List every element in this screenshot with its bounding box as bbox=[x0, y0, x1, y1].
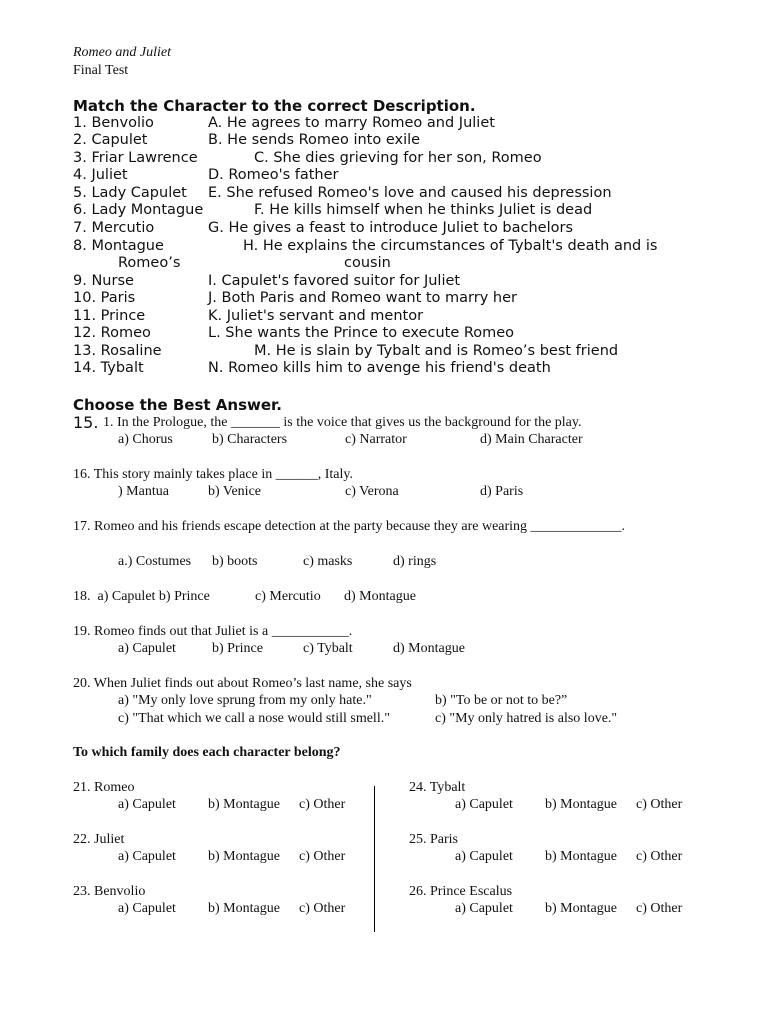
match-character: 13. Rosaline bbox=[73, 343, 162, 359]
answer-option: c) Other bbox=[299, 901, 346, 916]
answer-option: c) Other bbox=[636, 901, 683, 916]
answer-option: c) "That which we call a nose would still smell." bbox=[118, 711, 390, 726]
answer-option: a) Capulet bbox=[118, 849, 176, 864]
question-text: 16. This story mainly takes place in ______, Italy. bbox=[73, 467, 353, 482]
answer-option: b) boots bbox=[212, 554, 258, 569]
answer-option: d) Main Character bbox=[480, 432, 583, 447]
answer-option: d) Montague bbox=[393, 641, 465, 656]
match-character: 7. Mercutio bbox=[73, 220, 155, 236]
answer-option: b) Montague bbox=[545, 901, 617, 916]
match-character: 11. Prince bbox=[73, 308, 146, 324]
match-description-wrap: cousin bbox=[344, 255, 391, 271]
question-number: 15. bbox=[73, 413, 99, 432]
answer-option: a) Capulet bbox=[455, 797, 513, 812]
answer-option: b) Montague bbox=[208, 849, 280, 864]
match-description: B. He sends Romeo into exile bbox=[208, 132, 421, 148]
match-description: M. He is slain by Tybalt and is Romeo’s best friend bbox=[254, 343, 619, 359]
answer-option: b) Characters bbox=[212, 432, 288, 447]
question-text: 18. a) Capulet b) Prince bbox=[73, 589, 210, 604]
column-divider bbox=[374, 786, 375, 932]
match-description: F. He kills himself when he thinks Juliet is dead bbox=[254, 202, 593, 218]
answer-option: c) Other bbox=[636, 849, 683, 864]
question-text: 20. When Juliet finds out about Romeo’s last name, she says bbox=[73, 676, 412, 691]
match-character: 8. Montague bbox=[73, 238, 164, 254]
match-character: 5. Lady Capulet bbox=[73, 185, 187, 201]
document-subtitle: Final Test bbox=[73, 63, 129, 78]
answer-option: c) Narrator bbox=[345, 432, 407, 447]
answer-option: b) Prince bbox=[212, 641, 263, 656]
match-character: 14. Tybalt bbox=[73, 360, 144, 376]
match-character: 1. Benvolio bbox=[73, 115, 154, 131]
answer-option: a) "My only love sprung from my only hate." bbox=[118, 693, 372, 708]
answer-option: c) Mercutio bbox=[255, 589, 321, 604]
family-question: 25. Paris bbox=[409, 832, 458, 847]
match-description: H. He explains the circumstances of Tybalt's death and is bbox=[243, 238, 658, 254]
best-answer-heading: Choose the Best Answer. bbox=[73, 396, 282, 414]
answer-option: b) Montague bbox=[545, 849, 617, 864]
answer-option: a.) Costumes bbox=[118, 554, 192, 569]
answer-option: a) Capulet bbox=[118, 641, 176, 656]
answer-option: d) Montague bbox=[344, 589, 416, 604]
family-question: 24. Tybalt bbox=[409, 780, 466, 795]
match-character: 3. Friar Lawrence bbox=[73, 150, 198, 166]
match-character: 6. Lady Montague bbox=[73, 202, 204, 218]
match-description: L. She wants the Prince to execute Romeo bbox=[208, 325, 515, 341]
answer-option: b) Montague bbox=[545, 797, 617, 812]
question-text: 17. Romeo and his friends escape detection at the party because they are wearing _____________. bbox=[73, 519, 626, 534]
answer-option: d) Paris bbox=[480, 484, 524, 499]
match-description: J. Both Paris and Romeo want to marry her bbox=[208, 290, 517, 306]
match-description: E. She refused Romeo's love and caused his depression bbox=[208, 185, 612, 201]
family-question: 21. Romeo bbox=[73, 780, 135, 795]
document-title: Romeo and Juliet bbox=[73, 45, 171, 60]
match-description: C. She dies grieving for her son, Romeo bbox=[254, 150, 542, 166]
family-question: 23. Benvolio bbox=[73, 884, 146, 899]
answer-option: c) Other bbox=[636, 797, 683, 812]
match-character: 4. Juliet bbox=[73, 167, 128, 183]
answer-option: a) Chorus bbox=[118, 432, 173, 447]
answer-option: b) Montague bbox=[208, 901, 280, 916]
answer-option: c) masks bbox=[303, 554, 353, 569]
family-heading: To which family does each character belong? bbox=[73, 745, 341, 760]
family-question: 22. Juliet bbox=[73, 832, 125, 847]
match-description: D. Romeo's father bbox=[208, 167, 339, 183]
answer-option: c) Other bbox=[299, 797, 346, 812]
match-description: I. Capulet's favored suitor for Juliet bbox=[208, 273, 461, 289]
answer-option: b) Venice bbox=[208, 484, 261, 499]
question-text: 19. Romeo finds out that Juliet is a ___________. bbox=[73, 624, 353, 639]
answer-option: ) Mantua bbox=[118, 484, 169, 499]
answer-option: c) "My only hatred is also love." bbox=[435, 711, 618, 726]
match-character: 9. Nurse bbox=[73, 273, 134, 289]
match-character: 12. Romeo bbox=[73, 325, 151, 341]
match-description-wrap: Romeo’s bbox=[118, 255, 181, 271]
match-character: 10. Paris bbox=[73, 290, 136, 306]
answer-option: a) Capulet bbox=[455, 849, 513, 864]
answer-option: a) Capulet bbox=[455, 901, 513, 916]
answer-option: a) Capulet bbox=[118, 901, 176, 916]
match-character: 2. Capulet bbox=[73, 132, 148, 148]
answer-option: c) Other bbox=[299, 849, 346, 864]
match-description: G. He gives a feast to introduce Juliet to bachelors bbox=[208, 220, 574, 236]
answer-option: d) rings bbox=[393, 554, 437, 569]
answer-option: b) Montague bbox=[208, 797, 280, 812]
match-description: N. Romeo kills him to avenge his friend's death bbox=[208, 360, 551, 376]
match-description: K. Juliet's servant and mentor bbox=[208, 308, 424, 324]
answer-option: c) Tybalt bbox=[303, 641, 353, 656]
matching-heading: Match the Character to the correct Description. bbox=[73, 97, 476, 115]
answer-option: a) Capulet bbox=[118, 797, 176, 812]
family-question: 26. Prince Escalus bbox=[409, 884, 513, 899]
question-text: 1. In the Prologue, the _______ is the voice that gives us the background for the play. bbox=[103, 415, 582, 430]
answer-option: c) Verona bbox=[345, 484, 399, 499]
match-description: A. He agrees to marry Romeo and Juliet bbox=[208, 115, 495, 131]
answer-option: b) "To be or not to be?” bbox=[435, 693, 568, 708]
